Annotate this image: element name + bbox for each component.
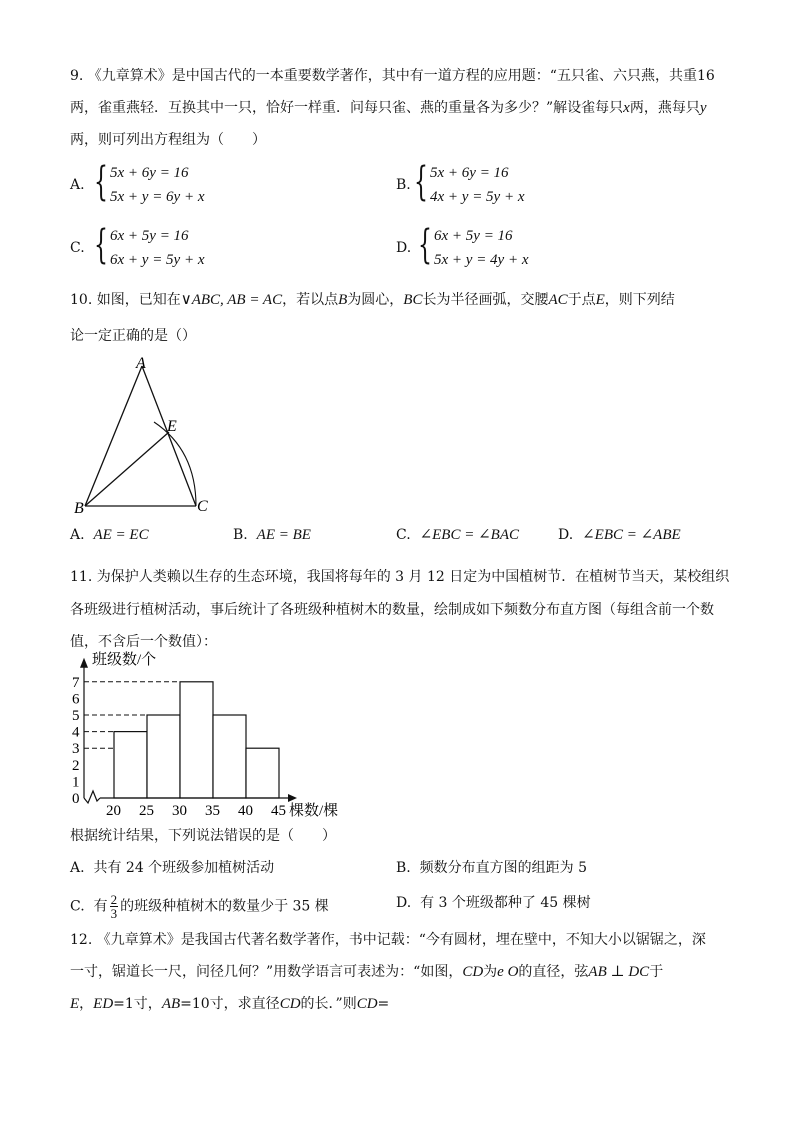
- q11-option-c-post: 的班级种植树木的数量少于 35 棵: [120, 898, 329, 915]
- y-tick-5: 5: [72, 708, 80, 724]
- fraction-numerator: 2: [110, 892, 118, 907]
- q11-line-2: 各班级进行植树活动，事后统计了各班级种植树木的数量，绘制成如下频数分布直方图（每组含前一个数: [70, 602, 714, 618]
- q9-option-c-label: C.: [70, 240, 85, 256]
- bar-25-30: [147, 715, 180, 798]
- q10-math-1: ∨ABC, AB = AC: [180, 292, 283, 308]
- q12-text-2a: 一寸，锯道长一尺，问径几何？”用数学语言可表述为：“如图，: [70, 964, 463, 980]
- q12-text-2c: 的直径，弦: [518, 964, 589, 980]
- q10-option-c: [396, 525, 519, 545]
- q10-option-c-text: ∠EBC = ∠BAC: [419, 527, 519, 543]
- q10-line-1: [70, 290, 675, 310]
- q12-line-3: [70, 994, 389, 1014]
- brace-icon: {: [94, 159, 108, 205]
- q11-option-d: [396, 893, 591, 913]
- q12-math-cd-3: CD: [356, 996, 378, 1012]
- q10-option-d-label: D.: [558, 527, 574, 543]
- q12-math-ab-perp-dc: AB ⊥ DC: [588, 964, 650, 980]
- brace-icon: {: [94, 222, 108, 268]
- label-b: B: [74, 500, 84, 517]
- brace-icon: {: [414, 159, 428, 205]
- q12-text-2d: 于: [649, 964, 664, 980]
- y-tick-3: 3: [72, 741, 80, 758]
- bar-20-25: [114, 732, 147, 798]
- q10-text-6: ，则下列结: [604, 292, 675, 308]
- q12-text-3d: 的长．”则: [300, 996, 357, 1012]
- x-axis-label: 棵数/棵: [289, 803, 339, 819]
- q9-line-3: 两，则可列出方程组为（ ）: [70, 132, 266, 148]
- q10-math-2: B: [338, 292, 348, 308]
- q12-text-3e: =: [377, 996, 390, 1012]
- q10-math-4: AC: [548, 292, 568, 308]
- y-tick-2: 2: [72, 757, 80, 774]
- q11-option-a: [70, 858, 274, 878]
- x-tick-25: 25: [139, 803, 154, 819]
- q12-text-3b: =1寸，: [113, 996, 162, 1012]
- x-axis-arrow-icon: [288, 794, 297, 802]
- q9-line-1: 9. 《九章算术》是中国古代的一本重要数学著作，其中有一道方程的应用题：“五只雀、六只燕，共重16: [70, 68, 715, 84]
- q9-option-b-eq2: 4x + y = 5y + x: [430, 189, 525, 205]
- q11-option-c-fraction: [110, 893, 119, 920]
- fraction-denominator: 3: [110, 906, 118, 921]
- q11-after-line: 根据统计结果，下列说法错误的是（ ）: [70, 828, 336, 844]
- q9-option-a-eq1: 5x + 6y = 16: [110, 165, 189, 181]
- x-tick-20: 20: [106, 803, 121, 819]
- q12-math-ed: ED: [93, 996, 114, 1012]
- q11-option-c-label: C.: [70, 898, 85, 915]
- q9-option-c-eq2: 6x + y = 5y + x: [110, 252, 205, 268]
- q11-histogram: [60, 650, 360, 825]
- x-tick-40: 40: [238, 803, 253, 819]
- side-ab: [85, 366, 142, 506]
- label-a: A: [136, 355, 146, 372]
- q9-option-d-eq1: 6x + 5y = 16: [434, 228, 513, 244]
- q10-math-5: E: [595, 292, 605, 308]
- q9-option-c-eq1: 6x + 5y = 16: [110, 228, 189, 244]
- q10-math-3: BC: [403, 292, 423, 308]
- q10-option-c-label: C.: [396, 527, 411, 543]
- label-e: E: [167, 418, 177, 435]
- axis-break-icon: [84, 791, 100, 803]
- q9-var-x: x: [623, 100, 630, 116]
- q10-option-b: [233, 525, 311, 545]
- q11-option-b: [396, 858, 587, 878]
- q9-option-b-label: B.: [396, 177, 411, 193]
- q11-option-c: [70, 893, 329, 920]
- x-tick-35: 35: [205, 803, 220, 819]
- bar-35-40: [213, 715, 246, 798]
- q11-option-a-label: A.: [70, 860, 85, 876]
- q12-text-3c: =10寸，求直径: [180, 996, 280, 1012]
- q10-option-a: [70, 525, 149, 545]
- side-ac: [142, 366, 196, 506]
- x-tick-labels: [106, 803, 286, 819]
- q12-math-ab: AB: [161, 996, 181, 1012]
- q11-line-1: 11. 为保护人类赖以生存的生态环境，我国将每年的 3 月 12 日定为中国植树节．在植树节当天，某校组织: [70, 569, 730, 585]
- segment-be: [85, 432, 169, 506]
- bar-40-45: [246, 748, 279, 798]
- histogram-bars: [114, 682, 279, 798]
- q10-option-b-text: AE = BE: [256, 527, 311, 543]
- q10-line-2: 论一定正确的是（）: [70, 328, 196, 344]
- y-tick-6: 6: [72, 691, 80, 708]
- x-tick-45: 45: [271, 803, 286, 819]
- y-tick-labels: [72, 675, 80, 807]
- bar-30-35: [180, 682, 213, 798]
- y-tick-0: 0: [72, 791, 80, 807]
- q9-option-a-eq2: 5x + y = 6y + x: [110, 189, 205, 205]
- q10-option-a-label: A.: [70, 527, 85, 543]
- q10-option-b-label: B.: [233, 527, 248, 543]
- q12-math-circle-o: e O: [497, 964, 519, 980]
- q10-text-4: 长为半径画弧，交腰: [422, 292, 549, 308]
- q10-text-3: 为圆心，: [347, 292, 404, 308]
- q12-line-2: [70, 962, 663, 982]
- y-axis-arrow-icon: [80, 658, 88, 668]
- q9-line-2-text-b: 两，燕每只: [629, 100, 700, 116]
- q10-option-d-text: ∠EBC = ∠ABE: [582, 527, 681, 543]
- y-axis-label: 班级数/个: [92, 651, 157, 668]
- q12-text-2b: 为: [483, 964, 498, 980]
- q11-option-d-text: 有 3 个班级都种了 45 棵树: [420, 895, 591, 911]
- q9-option-a-label: A.: [70, 177, 85, 193]
- q9-var-y: y: [699, 100, 707, 116]
- q9-option-d-eq2: 5x + y = 4y + x: [434, 252, 529, 268]
- q12-math-cd: CD: [462, 964, 484, 980]
- q11-option-c-pre: 有: [93, 898, 108, 915]
- q10-triangle-figure: [66, 350, 226, 520]
- q11-option-b-text: 频数分布直方图的组距为 5: [419, 860, 588, 876]
- q9-option-b-eq1: 5x + 6y = 16: [430, 165, 509, 181]
- x-tick-30: 30: [172, 803, 187, 819]
- q10-text-2: ，若以点: [282, 292, 339, 308]
- q10-option-a-text: AE = EC: [93, 527, 149, 543]
- q11-option-d-label: D.: [396, 895, 412, 911]
- q11-line-3: 值，不含后一个数值）：: [70, 634, 217, 650]
- label-c: C: [197, 498, 208, 515]
- brace-icon: {: [418, 222, 432, 268]
- q11-option-b-label: B.: [396, 860, 411, 876]
- q12-line-1: 12. 《九章算术》是我国古代著名数学著作，书中记载：“今有圆材，埋在壁中，不知大小以锯锯之，深: [70, 932, 706, 948]
- y-tick-7: 7: [72, 674, 80, 691]
- y-tick-4: 4: [72, 724, 80, 741]
- q12-math-e: E: [70, 996, 80, 1012]
- q10-text-5: 于点: [567, 292, 596, 308]
- q11-option-a-text: 共有 24 个班级参加植树活动: [93, 860, 275, 876]
- q9-line-2: [70, 98, 707, 118]
- q9-option-d-label: D.: [396, 240, 412, 256]
- q12-text-3a: ，: [79, 996, 94, 1012]
- q9-line-2-text-a: 两，雀重燕轻．互换其中一只，恰好一样重．问每只雀、燕的重量各为多少？”解设雀每只: [70, 100, 624, 116]
- y-tick-1: 1: [72, 774, 80, 791]
- q12-math-cd-2: CD: [279, 996, 301, 1012]
- q10-text-1: 10. 如图，已知在: [70, 292, 181, 308]
- q10-option-d: [558, 525, 681, 545]
